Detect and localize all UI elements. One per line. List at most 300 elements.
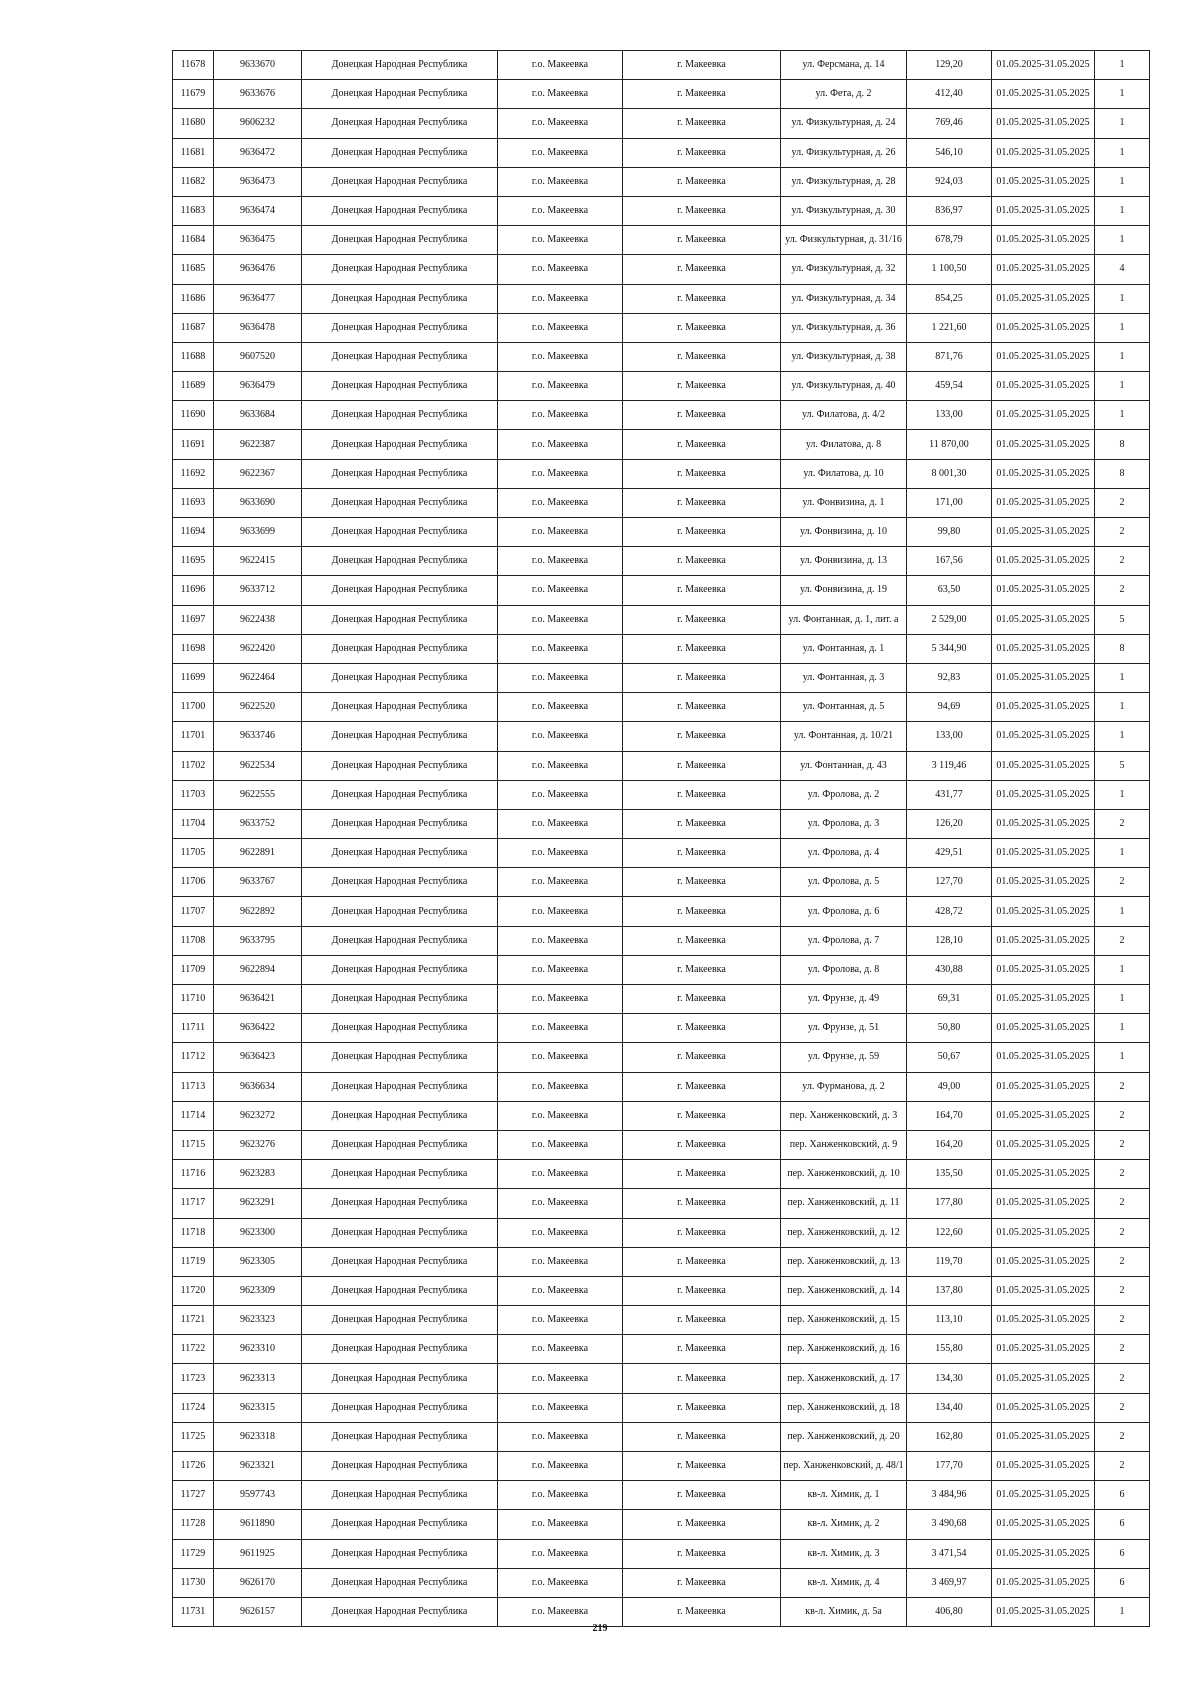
table-row xyxy=(173,226,1150,255)
city-cell: г. Макеевка xyxy=(623,985,781,1014)
row-number: 11699 xyxy=(173,663,214,692)
table-row xyxy=(173,839,1150,868)
table-row xyxy=(173,1335,1150,1364)
region-cell: Донецкая Народная Республика xyxy=(302,576,498,605)
period-cell: 01.05.2025-31.05.2025 xyxy=(992,1189,1095,1218)
address-cell: ул. Фрунзе, д. 59 xyxy=(781,1043,907,1072)
object-id: 9623313 xyxy=(214,1364,302,1393)
period-cell: 01.05.2025-31.05.2025 xyxy=(992,1043,1095,1072)
table-row xyxy=(173,955,1150,984)
object-id: 9622894 xyxy=(214,955,302,984)
row-number: 11685 xyxy=(173,255,214,284)
district-cell: г.о. Макеевка xyxy=(498,1189,623,1218)
area-cell: 1 221,60 xyxy=(907,313,992,342)
object-id: 9636422 xyxy=(214,1014,302,1043)
period-cell: 01.05.2025-31.05.2025 xyxy=(992,226,1095,255)
area-cell: 412,40 xyxy=(907,80,992,109)
row-number: 11713 xyxy=(173,1072,214,1101)
area-cell: 171,00 xyxy=(907,488,992,517)
row-number: 11678 xyxy=(173,51,214,80)
period-cell: 01.05.2025-31.05.2025 xyxy=(992,1335,1095,1364)
row-number: 11707 xyxy=(173,897,214,926)
district-cell: г.о. Макеевка xyxy=(498,1452,623,1481)
district-cell: г.о. Макеевка xyxy=(498,372,623,401)
region-cell: Донецкая Народная Республика xyxy=(302,1160,498,1189)
district-cell: г.о. Макеевка xyxy=(498,839,623,868)
count-cell: 8 xyxy=(1095,634,1150,663)
object-id: 9597743 xyxy=(214,1481,302,1510)
table-row xyxy=(173,1043,1150,1072)
table-row xyxy=(173,868,1150,897)
object-id: 9622534 xyxy=(214,751,302,780)
city-cell: г. Макеевка xyxy=(623,1276,781,1305)
period-cell: 01.05.2025-31.05.2025 xyxy=(992,401,1095,430)
district-cell: г.о. Макеевка xyxy=(498,955,623,984)
count-cell: 8 xyxy=(1095,459,1150,488)
count-cell: 1 xyxy=(1095,1014,1150,1043)
period-cell: 01.05.2025-31.05.2025 xyxy=(992,1452,1095,1481)
region-cell: Донецкая Народная Республика xyxy=(302,663,498,692)
table-row xyxy=(173,1510,1150,1539)
address-cell: ул. Физкультурная, д. 32 xyxy=(781,255,907,284)
table-row xyxy=(173,255,1150,284)
address-cell: ул. Фролова, д. 4 xyxy=(781,839,907,868)
address-cell: ул. Фролова, д. 8 xyxy=(781,955,907,984)
row-number: 11724 xyxy=(173,1393,214,1422)
district-cell: г.о. Макеевка xyxy=(498,1597,623,1626)
area-cell: 11 870,00 xyxy=(907,430,992,459)
region-cell: Донецкая Народная Республика xyxy=(302,780,498,809)
address-cell: пер. Ханженковский, д. 12 xyxy=(781,1218,907,1247)
region-cell: Донецкая Народная Республика xyxy=(302,868,498,897)
area-cell: 177,80 xyxy=(907,1189,992,1218)
period-cell: 01.05.2025-31.05.2025 xyxy=(992,576,1095,605)
city-cell: г. Макеевка xyxy=(623,1101,781,1130)
table-row xyxy=(173,1568,1150,1597)
area-cell: 135,50 xyxy=(907,1160,992,1189)
district-cell: г.о. Макеевка xyxy=(498,926,623,955)
period-cell: 01.05.2025-31.05.2025 xyxy=(992,488,1095,517)
table-row xyxy=(173,1364,1150,1393)
period-cell: 01.05.2025-31.05.2025 xyxy=(992,284,1095,313)
district-cell: г.о. Макеевка xyxy=(498,897,623,926)
table-row xyxy=(173,1130,1150,1159)
object-id: 9636474 xyxy=(214,196,302,225)
city-cell: г. Макеевка xyxy=(623,1452,781,1481)
count-cell: 5 xyxy=(1095,751,1150,780)
table-row xyxy=(173,547,1150,576)
district-cell: г.о. Макеевка xyxy=(498,488,623,517)
address-cell: ул. Фурманова, д. 2 xyxy=(781,1072,907,1101)
count-cell: 1 xyxy=(1095,284,1150,313)
row-number: 11679 xyxy=(173,80,214,109)
object-id: 9633712 xyxy=(214,576,302,605)
address-cell: кв-л. Химик, д. 3 xyxy=(781,1539,907,1568)
address-cell: ул. Физкультурная, д. 31/16 xyxy=(781,226,907,255)
region-cell: Донецкая Народная Республика xyxy=(302,459,498,488)
row-number: 11722 xyxy=(173,1335,214,1364)
object-id: 9611925 xyxy=(214,1539,302,1568)
period-cell: 01.05.2025-31.05.2025 xyxy=(992,547,1095,576)
area-cell: 871,76 xyxy=(907,342,992,371)
area-cell: 406,80 xyxy=(907,1597,992,1626)
period-cell: 01.05.2025-31.05.2025 xyxy=(992,313,1095,342)
area-cell: 129,20 xyxy=(907,51,992,80)
row-number: 11682 xyxy=(173,167,214,196)
count-cell: 2 xyxy=(1095,1306,1150,1335)
district-cell: г.о. Макеевка xyxy=(498,780,623,809)
object-id: 9623272 xyxy=(214,1101,302,1130)
period-cell: 01.05.2025-31.05.2025 xyxy=(992,372,1095,401)
district-cell: г.о. Макеевка xyxy=(498,459,623,488)
district-cell: г.о. Макеевка xyxy=(498,226,623,255)
table-row xyxy=(173,313,1150,342)
count-cell: 1 xyxy=(1095,138,1150,167)
table-row xyxy=(173,780,1150,809)
region-cell: Донецкая Народная Республика xyxy=(302,955,498,984)
city-cell: г. Макеевка xyxy=(623,1481,781,1510)
district-cell: г.о. Макеевка xyxy=(498,167,623,196)
table-row xyxy=(173,342,1150,371)
table-row xyxy=(173,1101,1150,1130)
address-cell: пер. Ханженковский, д. 17 xyxy=(781,1364,907,1393)
object-id: 9633767 xyxy=(214,868,302,897)
object-id: 9633746 xyxy=(214,722,302,751)
address-cell: ул. Фонвизина, д. 10 xyxy=(781,518,907,547)
area-cell: 92,83 xyxy=(907,663,992,692)
address-cell: ул. Фонвизина, д. 19 xyxy=(781,576,907,605)
area-cell: 134,30 xyxy=(907,1364,992,1393)
address-cell: ул. Филатова, д. 4/2 xyxy=(781,401,907,430)
area-cell: 1 100,50 xyxy=(907,255,992,284)
region-cell: Донецкая Народная Республика xyxy=(302,809,498,838)
object-id: 9623283 xyxy=(214,1160,302,1189)
address-cell: ул. Фонтанная, д. 10/21 xyxy=(781,722,907,751)
period-cell: 01.05.2025-31.05.2025 xyxy=(992,1160,1095,1189)
area-cell: 546,10 xyxy=(907,138,992,167)
object-id: 9633670 xyxy=(214,51,302,80)
address-cell: ул. Филатова, д. 10 xyxy=(781,459,907,488)
row-number: 11729 xyxy=(173,1539,214,1568)
table-row xyxy=(173,372,1150,401)
area-cell: 134,40 xyxy=(907,1393,992,1422)
object-id: 9622892 xyxy=(214,897,302,926)
district-cell: г.о. Макеевка xyxy=(498,1101,623,1130)
district-cell: г.о. Макеевка xyxy=(498,401,623,430)
region-cell: Донецкая Народная Республика xyxy=(302,1276,498,1305)
table-row xyxy=(173,51,1150,80)
region-cell: Донецкая Народная Республика xyxy=(302,1218,498,1247)
object-id: 9607520 xyxy=(214,342,302,371)
city-cell: г. Макеевка xyxy=(623,722,781,751)
area-cell: 3 469,97 xyxy=(907,1568,992,1597)
region-cell: Донецкая Народная Республика xyxy=(302,518,498,547)
object-id: 9636479 xyxy=(214,372,302,401)
table-row xyxy=(173,109,1150,138)
object-id: 9636477 xyxy=(214,284,302,313)
address-cell: ул. Фонтанная, д. 1, лит. а xyxy=(781,605,907,634)
table-row xyxy=(173,1422,1150,1451)
count-cell: 5 xyxy=(1095,605,1150,634)
table-row xyxy=(173,722,1150,751)
count-cell: 1 xyxy=(1095,1597,1150,1626)
district-cell: г.о. Макеевка xyxy=(498,1306,623,1335)
address-cell: пер. Ханженковский, д. 14 xyxy=(781,1276,907,1305)
area-cell: 430,88 xyxy=(907,955,992,984)
area-cell: 2 529,00 xyxy=(907,605,992,634)
count-cell: 2 xyxy=(1095,1364,1150,1393)
city-cell: г. Макеевка xyxy=(623,1189,781,1218)
period-cell: 01.05.2025-31.05.2025 xyxy=(992,1510,1095,1539)
address-cell: ул. Фролова, д. 7 xyxy=(781,926,907,955)
city-cell: г. Макеевка xyxy=(623,809,781,838)
period-cell: 01.05.2025-31.05.2025 xyxy=(992,751,1095,780)
row-number: 11711 xyxy=(173,1014,214,1043)
object-id: 9633684 xyxy=(214,401,302,430)
region-cell: Донецкая Народная Республика xyxy=(302,1539,498,1568)
row-number: 11718 xyxy=(173,1218,214,1247)
address-cell: ул. Физкультурная, д. 24 xyxy=(781,109,907,138)
district-cell: г.о. Макеевка xyxy=(498,809,623,838)
row-number: 11716 xyxy=(173,1160,214,1189)
row-number: 11700 xyxy=(173,693,214,722)
region-cell: Донецкая Народная Республика xyxy=(302,1189,498,1218)
district-cell: г.о. Макеевка xyxy=(498,1218,623,1247)
object-id: 9623315 xyxy=(214,1393,302,1422)
city-cell: г. Макеевка xyxy=(623,955,781,984)
region-cell: Донецкая Народная Республика xyxy=(302,488,498,517)
period-cell: 01.05.2025-31.05.2025 xyxy=(992,255,1095,284)
row-number: 11721 xyxy=(173,1306,214,1335)
row-number: 11712 xyxy=(173,1043,214,1072)
object-id: 9633752 xyxy=(214,809,302,838)
count-cell: 1 xyxy=(1095,313,1150,342)
row-number: 11697 xyxy=(173,605,214,634)
area-cell: 678,79 xyxy=(907,226,992,255)
count-cell: 2 xyxy=(1095,518,1150,547)
object-id: 9623309 xyxy=(214,1276,302,1305)
period-cell: 01.05.2025-31.05.2025 xyxy=(992,430,1095,459)
table-row xyxy=(173,985,1150,1014)
city-cell: г. Макеевка xyxy=(623,196,781,225)
district-cell: г.о. Макеевка xyxy=(498,51,623,80)
period-cell: 01.05.2025-31.05.2025 xyxy=(992,1422,1095,1451)
object-id: 9623300 xyxy=(214,1218,302,1247)
table-row xyxy=(173,1306,1150,1335)
period-cell: 01.05.2025-31.05.2025 xyxy=(992,722,1095,751)
region-cell: Донецкая Народная Республика xyxy=(302,751,498,780)
table-row xyxy=(173,284,1150,313)
region-cell: Донецкая Народная Республика xyxy=(302,167,498,196)
city-cell: г. Макеевка xyxy=(623,1364,781,1393)
region-cell: Донецкая Народная Республика xyxy=(302,1306,498,1335)
table-row xyxy=(173,1393,1150,1422)
region-cell: Донецкая Народная Республика xyxy=(302,138,498,167)
table-row xyxy=(173,1276,1150,1305)
district-cell: г.о. Макеевка xyxy=(498,109,623,138)
period-cell: 01.05.2025-31.05.2025 xyxy=(992,1218,1095,1247)
city-cell: г. Макеевка xyxy=(623,109,781,138)
district-cell: г.о. Макеевка xyxy=(498,196,623,225)
city-cell: г. Макеевка xyxy=(623,1539,781,1568)
count-cell: 2 xyxy=(1095,1393,1150,1422)
district-cell: г.о. Макеевка xyxy=(498,430,623,459)
city-cell: г. Макеевка xyxy=(623,1218,781,1247)
area-cell: 122,60 xyxy=(907,1218,992,1247)
city-cell: г. Макеевка xyxy=(623,1072,781,1101)
area-cell: 69,31 xyxy=(907,985,992,1014)
area-cell: 3 119,46 xyxy=(907,751,992,780)
area-cell: 94,69 xyxy=(907,693,992,722)
district-cell: г.о. Макеевка xyxy=(498,576,623,605)
area-cell: 5 344,90 xyxy=(907,634,992,663)
count-cell: 1 xyxy=(1095,897,1150,926)
district-cell: г.о. Макеевка xyxy=(498,1481,623,1510)
city-cell: г. Макеевка xyxy=(623,255,781,284)
region-cell: Донецкая Народная Республика xyxy=(302,109,498,138)
region-cell: Донецкая Народная Республика xyxy=(302,430,498,459)
table-row xyxy=(173,1189,1150,1218)
region-cell: Донецкая Народная Республика xyxy=(302,693,498,722)
period-cell: 01.05.2025-31.05.2025 xyxy=(992,780,1095,809)
address-cell: пер. Ханженковский, д. 3 xyxy=(781,1101,907,1130)
table-row xyxy=(173,576,1150,605)
region-cell: Донецкая Народная Республика xyxy=(302,80,498,109)
region-cell: Донецкая Народная Республика xyxy=(302,255,498,284)
district-cell: г.о. Макеевка xyxy=(498,663,623,692)
area-cell: 924,03 xyxy=(907,167,992,196)
region-cell: Донецкая Народная Республика xyxy=(302,1481,498,1510)
address-cell: ул. Физкультурная, д. 38 xyxy=(781,342,907,371)
area-cell: 126,20 xyxy=(907,809,992,838)
district-cell: г.о. Макеевка xyxy=(498,722,623,751)
period-cell: 01.05.2025-31.05.2025 xyxy=(992,1568,1095,1597)
table-row xyxy=(173,897,1150,926)
object-id: 9623305 xyxy=(214,1247,302,1276)
object-id: 9636476 xyxy=(214,255,302,284)
count-cell: 6 xyxy=(1095,1481,1150,1510)
count-cell: 1 xyxy=(1095,372,1150,401)
object-id: 9623276 xyxy=(214,1130,302,1159)
count-cell: 2 xyxy=(1095,1072,1150,1101)
row-number: 11698 xyxy=(173,634,214,663)
region-cell: Донецкая Народная Республика xyxy=(302,1043,498,1072)
region-cell: Донецкая Народная Республика xyxy=(302,985,498,1014)
address-cell: ул. Фета, д. 2 xyxy=(781,80,907,109)
registry-sheet xyxy=(172,50,1132,1627)
city-cell: г. Макеевка xyxy=(623,488,781,517)
area-cell: 3 490,68 xyxy=(907,1510,992,1539)
object-id: 9626157 xyxy=(214,1597,302,1626)
city-cell: г. Макеевка xyxy=(623,1247,781,1276)
period-cell: 01.05.2025-31.05.2025 xyxy=(992,1247,1095,1276)
area-cell: 428,72 xyxy=(907,897,992,926)
registry-table-body xyxy=(173,51,1150,1627)
address-cell: ул. Фрунзе, д. 49 xyxy=(781,985,907,1014)
address-cell: ул. Фонтанная, д. 3 xyxy=(781,663,907,692)
area-cell: 133,00 xyxy=(907,401,992,430)
count-cell: 2 xyxy=(1095,1335,1150,1364)
city-cell: г. Макеевка xyxy=(623,576,781,605)
count-cell: 1 xyxy=(1095,109,1150,138)
city-cell: г. Макеевка xyxy=(623,897,781,926)
city-cell: г. Макеевка xyxy=(623,342,781,371)
region-cell: Донецкая Народная Республика xyxy=(302,634,498,663)
address-cell: пер. Ханженковский, д. 9 xyxy=(781,1130,907,1159)
period-cell: 01.05.2025-31.05.2025 xyxy=(992,897,1095,926)
row-number: 11688 xyxy=(173,342,214,371)
count-cell: 1 xyxy=(1095,51,1150,80)
row-number: 11725 xyxy=(173,1422,214,1451)
city-cell: г. Макеевка xyxy=(623,51,781,80)
row-number: 11708 xyxy=(173,926,214,955)
row-number: 11715 xyxy=(173,1130,214,1159)
area-cell: 167,56 xyxy=(907,547,992,576)
period-cell: 01.05.2025-31.05.2025 xyxy=(992,926,1095,955)
district-cell: г.о. Макеевка xyxy=(498,1276,623,1305)
table-row xyxy=(173,751,1150,780)
region-cell: Донецкая Народная Республика xyxy=(302,1014,498,1043)
count-cell: 1 xyxy=(1095,401,1150,430)
row-number: 11727 xyxy=(173,1481,214,1510)
address-cell: ул. Фролова, д. 5 xyxy=(781,868,907,897)
city-cell: г. Макеевка xyxy=(623,1393,781,1422)
city-cell: г. Макеевка xyxy=(623,839,781,868)
count-cell: 1 xyxy=(1095,226,1150,255)
period-cell: 01.05.2025-31.05.2025 xyxy=(992,138,1095,167)
region-cell: Донецкая Народная Республика xyxy=(302,196,498,225)
count-cell: 2 xyxy=(1095,547,1150,576)
area-cell: 177,70 xyxy=(907,1452,992,1481)
area-cell: 429,51 xyxy=(907,839,992,868)
city-cell: г. Макеевка xyxy=(623,547,781,576)
address-cell: ул. Фонтанная, д. 43 xyxy=(781,751,907,780)
table-row xyxy=(173,1539,1150,1568)
address-cell: ул. Физкультурная, д. 36 xyxy=(781,313,907,342)
address-cell: ул. Фонтанная, д. 1 xyxy=(781,634,907,663)
district-cell: г.о. Макеевка xyxy=(498,342,623,371)
district-cell: г.о. Макеевка xyxy=(498,1072,623,1101)
object-id: 9622891 xyxy=(214,839,302,868)
address-cell: ул. Фролова, д. 6 xyxy=(781,897,907,926)
object-id: 9636634 xyxy=(214,1072,302,1101)
area-cell: 119,70 xyxy=(907,1247,992,1276)
row-number: 11710 xyxy=(173,985,214,1014)
city-cell: г. Макеевка xyxy=(623,1014,781,1043)
area-cell: 431,77 xyxy=(907,780,992,809)
region-cell: Донецкая Народная Республика xyxy=(302,1101,498,1130)
region-cell: Донецкая Народная Республика xyxy=(302,1597,498,1626)
row-number: 11704 xyxy=(173,809,214,838)
address-cell: ул. Фролова, д. 2 xyxy=(781,780,907,809)
row-number: 11695 xyxy=(173,547,214,576)
region-cell: Донецкая Народная Республика xyxy=(302,897,498,926)
area-cell: 63,50 xyxy=(907,576,992,605)
table-row xyxy=(173,167,1150,196)
row-number: 11723 xyxy=(173,1364,214,1393)
city-cell: г. Макеевка xyxy=(623,751,781,780)
city-cell: г. Макеевка xyxy=(623,1510,781,1539)
object-id: 9623318 xyxy=(214,1422,302,1451)
city-cell: г. Макеевка xyxy=(623,1160,781,1189)
district-cell: г.о. Макеевка xyxy=(498,1393,623,1422)
table-row xyxy=(173,430,1150,459)
row-number: 11689 xyxy=(173,372,214,401)
count-cell: 1 xyxy=(1095,342,1150,371)
count-cell: 1 xyxy=(1095,985,1150,1014)
row-number: 11681 xyxy=(173,138,214,167)
district-cell: г.о. Макеевка xyxy=(498,1130,623,1159)
